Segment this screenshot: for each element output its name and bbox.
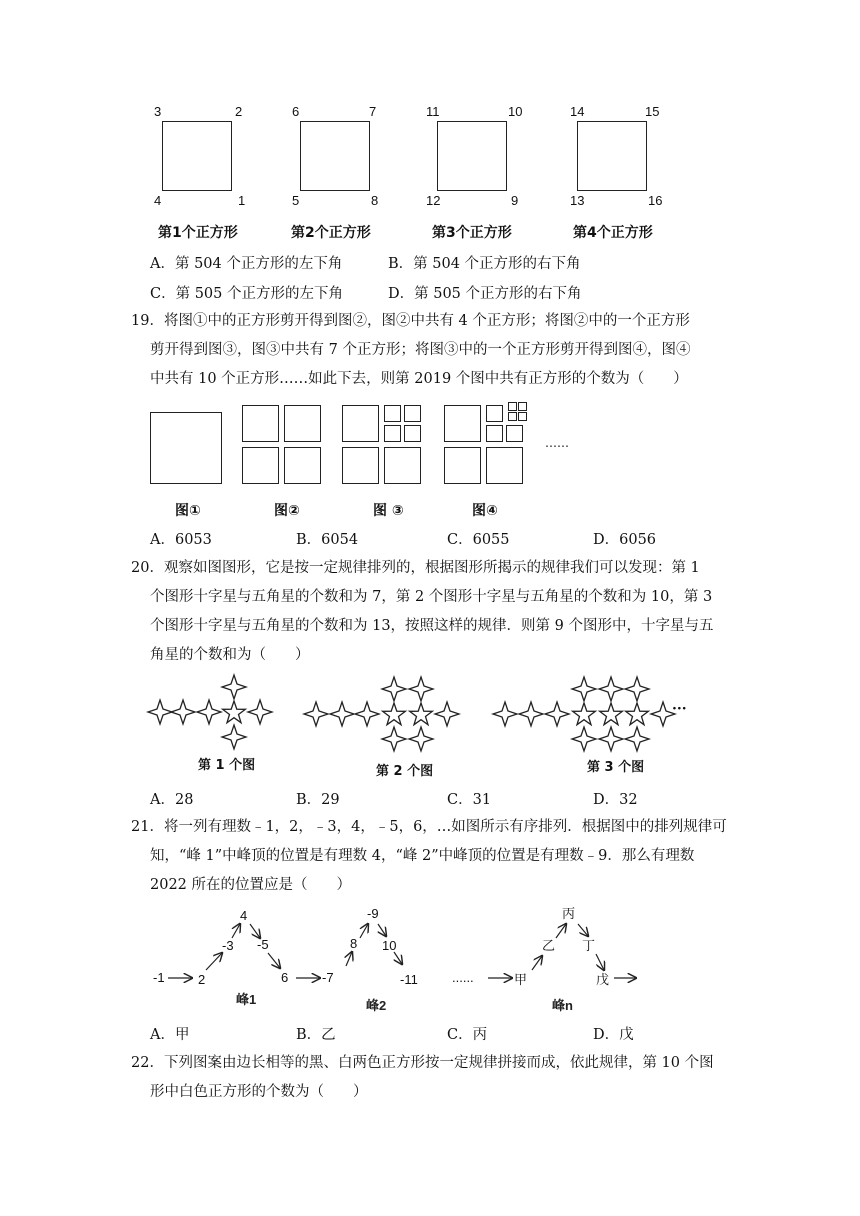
peakn-d: 戊 [596,972,610,987]
square-1 [162,121,232,191]
q20-ellipsis: ··· [672,701,687,717]
q21-option-a: A．甲 [150,1027,190,1043]
peak1-b: -3 [222,938,234,953]
peakn-a: 甲 [514,972,528,987]
corner-label: 12 [426,193,441,208]
q21-text-line-3: 2022 所在的位置应是（ ） [150,877,352,893]
corner-label: 3 [154,104,162,119]
corner-label: 13 [570,193,585,208]
peak1-start: -1 [153,970,165,985]
q21-option-b: B．乙 [296,1027,336,1043]
corner-label: 8 [371,193,379,208]
q21-text-line-2: 知，“峰 1”中峰顶的位置是有理数 4，“峰 2”中峰顶的位置是有理数﹣9．那么有理数 [150,848,695,864]
figure-caption: 第 1 个图 [198,758,256,773]
figure-caption: 第 3 个图 [587,760,645,775]
q20-star-figure [0,670,860,755]
q22-text-line-2: 形中白色正方形的个数为（ ） [150,1084,368,1100]
q19-ellipsis: …… [545,436,569,450]
figure-4-square [518,412,527,421]
q19-text-line-2: 剪开得到图③，图③中共有 7 个正方形；将图③中的一个正方形剪开得到图④，图④ [150,342,691,358]
peakn-c: 丁 [582,938,596,953]
q18-option-b: B．第 504 个正方形的右下角 [388,256,581,272]
square-caption: 第4个正方形 [573,225,653,241]
peak1-d: 6 [281,970,289,985]
peakn-b: 乙 [542,938,556,953]
q21-text-line-1: 21．将一列有理数﹣1，2，﹣3，4，﹣5，6，…如图所示有序排列．根据图中的排列规律可 [131,819,727,835]
q20-text-line-3: 个图形十字星与五角星的个数和为 13，按照这样的规律．则第 9 个图形中，十字星与五 [150,618,714,634]
figure-3-square [342,405,379,442]
figure-4-square [444,405,481,442]
peak1-c: -5 [257,937,269,952]
figure-4-square [508,402,517,411]
q21-option-c: C．丙 [447,1027,488,1043]
star-group-2 [304,677,459,751]
q21-peak-diagram [0,898,860,1018]
figure-caption: 图④ [472,503,498,519]
square-caption: 第1个正方形 [158,225,238,241]
corner-label: 9 [511,193,519,208]
peak2-top: -9 [367,906,379,921]
figure-3-square [404,425,421,442]
figure-3-square [384,425,401,442]
figure-3-square [404,405,421,422]
figure-caption: 图② [274,503,300,519]
peak2-d: -11 [400,972,418,987]
corner-label: 11 [426,104,440,119]
peak2-label: 峰2 [366,998,387,1013]
peakn-top: 丙 [562,906,576,921]
q20-text-line-1: 20．观察如图图形，它是按一定规律排列的，根据图形所揭示的规律我们可以发现：第 1 [131,560,700,576]
peak2-a: 8 [350,936,358,951]
square-4 [577,121,647,191]
figure-4-square [518,402,527,411]
q20-option-b: B．29 [296,792,340,808]
star-group-3 [493,677,675,751]
peak2-c: 10 [382,938,397,953]
figure-caption: 图 ③ [373,503,404,519]
corner-label: 15 [645,104,660,119]
figure-2-square [284,405,321,442]
peak2-start: -7 [322,970,334,985]
q19-text-line-1: 19．将图①中的正方形剪开得到图②，图②中共有 4 个正方形；将图②中的一个正方形 [131,313,690,329]
figure-2-square [242,447,279,484]
corner-label: 1 [238,193,246,208]
q19-option-b: B．6054 [296,532,359,548]
q19-option-d: D．6056 [593,532,657,548]
figure-3-square [384,405,401,422]
figure-4-square [486,405,503,422]
star-group-1 [148,675,272,749]
figure-caption: 图① [175,503,201,519]
figure-3-square [342,447,379,484]
q19-text-line-3: 中共有 10 个正方形……如此下去，则第 2019 个图中共有正方形的个数为（ ） [150,371,688,387]
figure-3-square [384,447,421,484]
peakn-label: 峰n [552,998,573,1013]
square-caption: 第2个正方形 [291,225,371,241]
figure-2-square [284,447,321,484]
corner-label: 6 [292,104,300,119]
figure-4-square [506,425,523,442]
q20-option-a: A．28 [150,792,194,808]
figure-2-square [242,405,279,442]
q20-option-d: D．32 [593,792,638,808]
corner-label: 14 [570,104,585,119]
peak1-a: 2 [198,972,206,987]
corner-label: 5 [292,193,300,208]
corner-label: 16 [648,193,663,208]
q18-option-d: D．第 505 个正方形的右下角 [388,286,582,302]
figure-1-square [150,412,222,484]
corner-label: 2 [235,104,243,119]
q19-option-a: A．6053 [150,532,212,548]
square-caption: 第3个正方形 [432,225,512,241]
q19-option-c: C．6055 [447,532,510,548]
q20-option-c: C．31 [447,792,492,808]
peak1-top: 4 [240,908,248,923]
q18-option-c: C．第 505 个正方形的左下角 [150,286,343,302]
figure-4-square [444,447,481,484]
corner-label: 10 [508,104,523,119]
q20-text-line-4: 角星的个数和为（ ） [150,647,310,663]
q21-option-d: D．戊 [593,1027,634,1043]
q18-option-a: A．第 504 个正方形的左下角 [150,256,343,272]
figure-4-square [486,425,503,442]
corner-label: 7 [369,104,377,119]
q20-text-line-2: 个图形十字星与五角星的个数和为 7，第 2 个图形十字星与五角星的个数和为 10，第 3 [150,589,713,605]
peak1-label: 峰1 [236,992,257,1007]
dots: ...... [452,970,474,985]
figure-4-square [486,447,523,484]
q22-text-line-1: 22．下列图案由边长相等的黑、白两色正方形按一定规律拼接而成，依此规律，第 10 个图 [131,1055,714,1071]
corner-label: 4 [154,193,162,208]
square-3 [437,121,507,191]
figure-caption: 第 2 个图 [376,764,434,779]
figure-4-square [508,412,517,421]
square-2 [300,121,370,191]
